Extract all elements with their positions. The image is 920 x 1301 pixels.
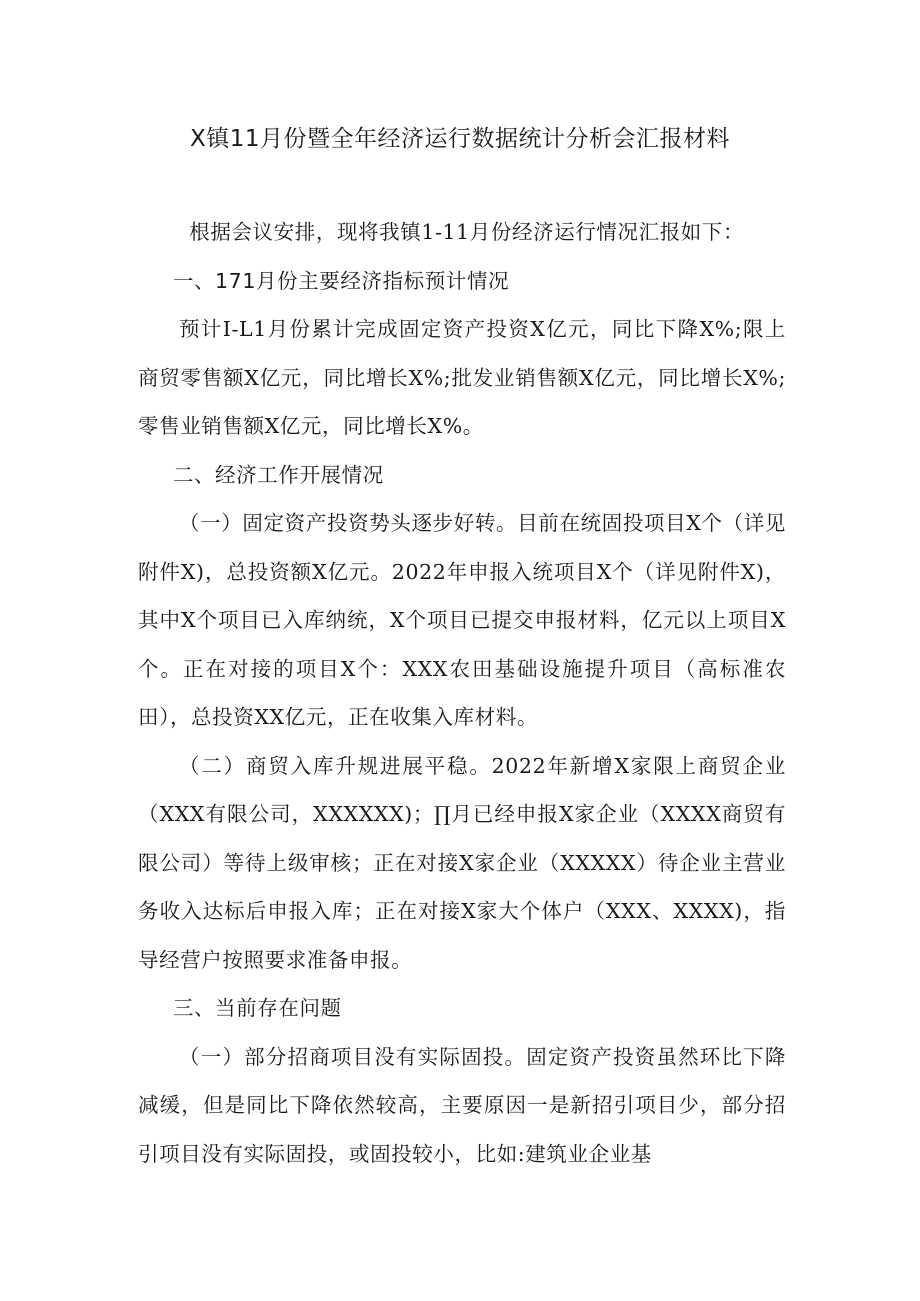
section-2-paragraph-1: （一）固定资产投资势头逐步好转。目前在统固投项目X个（详见附件X)，总投资额X亿元。2022年申报入统项目X个（详见附件X)，其中X个项目已入库纳统，X个项目已提交申报材料，亿元以上项目X个。正在对接的项目X个：XXX农田基础设施提升项目（高标准农田），总投资XX亿元，正在收集入库材料。 (138, 511, 786, 729)
section-2-heading: 二、经济工作开展情况 (172, 462, 384, 487)
section-2-paragraph-2: （二）商贸入库升规进展平稳。2022年新增X家限上商贸企业（XXX有限公司，XXXXXX)；∏月已经申报X家企业（XXXX商贸有限公司）等待上级审核；正在对接X家企业（XXXXX）待企业主营业务收入达标后申报入库；正在对接X家大个体户（XXX、XXXX)，指导经营户按照要求准备申报。 (138, 753, 786, 972)
section-1-paragraph: 预计I-L1月份累计完成固定资产投资X亿元，同比下降X%;限上商贸零售额X亿元，同比增长X%;批发业销售额X亿元，同比增长X%;零售业销售额X亿元，同比增长X%。 (138, 317, 786, 438)
intro-paragraph: 根据会议安排，现将我镇1-11月份经济运行情况汇报如下： (189, 220, 745, 244)
document-title: X镇11月份暨全年经济运行数据统计分析会汇报材料 (189, 126, 731, 152)
section-1-heading: 一、171月份主要经济指标预计情况 (172, 268, 510, 293)
document-body (138, 208, 786, 1178)
section-3-heading: 三、当前存在问题 (172, 996, 342, 1020)
section-3-paragraph-1: （一）部分招商项目没有实际固投。固定资产投资虽然环比下降减缓，但是同比下降依然较高，主要原因一是新招引项目少，部分招引项目没有实际固投，或固投较小，比如:建筑业企业基 (138, 1044, 786, 1166)
